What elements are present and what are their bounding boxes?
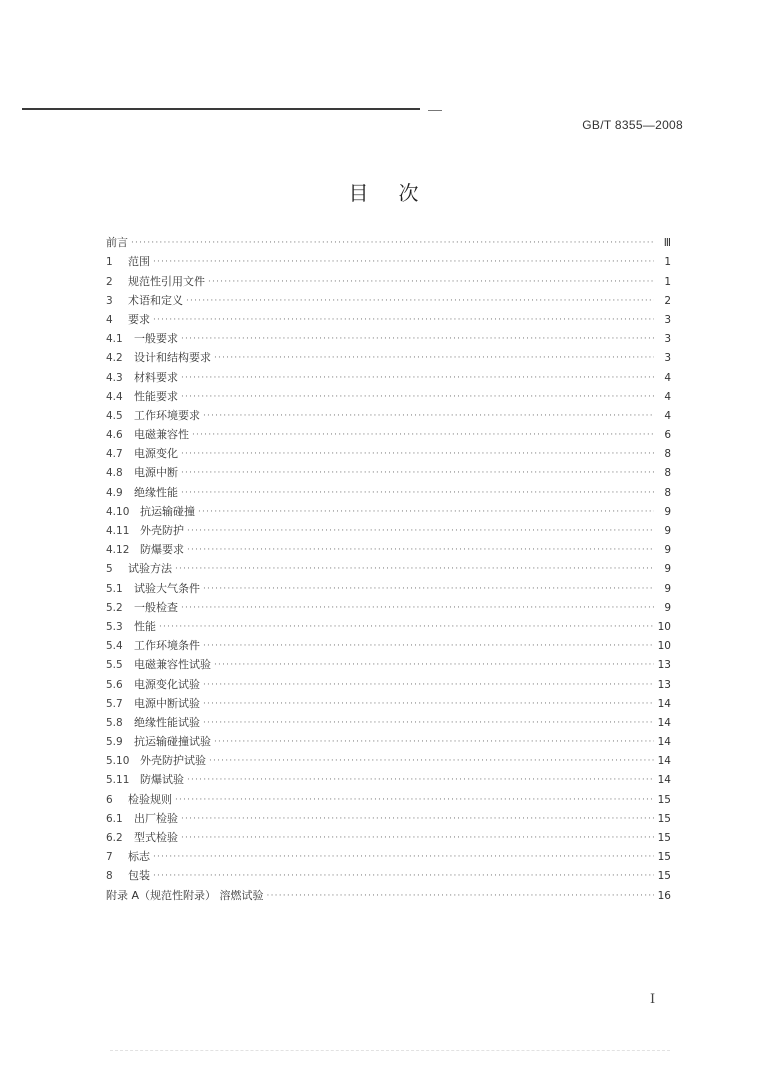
toc-entry-label: 电源中断 bbox=[134, 466, 178, 480]
toc-leader-dots bbox=[187, 524, 654, 538]
toc-entry[interactable] bbox=[106, 231, 671, 250]
toc-leader-dots bbox=[214, 735, 654, 749]
toc-entry[interactable] bbox=[106, 749, 671, 768]
toc-entry-label: 工作环境要求 bbox=[134, 408, 200, 422]
toc-entry-number: 1 bbox=[106, 256, 113, 269]
toc-entry-number: 7 bbox=[106, 851, 113, 864]
toc-entry-page: 15 bbox=[657, 851, 671, 864]
toc-entry[interactable] bbox=[106, 711, 671, 730]
toc-entry-label: 电磁兼容性 bbox=[134, 428, 189, 442]
toc-entry[interactable] bbox=[106, 289, 671, 308]
toc-leader-dots bbox=[203, 582, 654, 596]
toc-leader-dots bbox=[203, 716, 654, 730]
toc-entry-number: 5.7 bbox=[106, 697, 123, 710]
toc-entry-label: 电源变化试验 bbox=[134, 677, 200, 691]
toc-leader-dots bbox=[175, 562, 654, 576]
toc-entry-number: 4.11 bbox=[106, 525, 130, 537]
toc-entry-page: 9 bbox=[664, 563, 671, 576]
toc-entry[interactable] bbox=[106, 864, 671, 883]
toc-leader-dots bbox=[181, 486, 654, 500]
toc-entry-number: 4.8 bbox=[106, 467, 123, 480]
toc-entry[interactable] bbox=[106, 596, 671, 615]
toc-entry-number: 4.4 bbox=[106, 390, 123, 403]
toc-entry-label: 术语和定义 bbox=[128, 293, 183, 307]
toc-entry[interactable] bbox=[106, 327, 671, 346]
page-number: Ⅰ bbox=[650, 992, 656, 1007]
toc-entry-number: 4.5 bbox=[106, 409, 123, 422]
toc-leader-dots bbox=[203, 639, 654, 653]
toc-entry-label: 绝缘性能 bbox=[134, 485, 178, 499]
toc-entry-page: 16 bbox=[657, 889, 671, 902]
toc-entry-label: 性能 bbox=[134, 619, 156, 633]
toc-leader-dots bbox=[209, 754, 654, 768]
toc-entry[interactable] bbox=[106, 615, 671, 634]
toc-entry[interactable] bbox=[106, 385, 671, 404]
table-of-contents bbox=[106, 231, 671, 903]
toc-entry[interactable] bbox=[106, 768, 671, 787]
toc-entry-page: 4 bbox=[664, 390, 671, 403]
toc-entry[interactable] bbox=[106, 787, 671, 806]
toc-entry-number: 4.12 bbox=[106, 544, 130, 557]
toc-entry[interactable] bbox=[106, 461, 671, 480]
toc-entry-number: 6 bbox=[106, 793, 113, 806]
toc-entry-page: 15 bbox=[657, 832, 671, 844]
toc-entry-number: 4.2 bbox=[106, 352, 123, 365]
toc-entry[interactable] bbox=[106, 423, 671, 442]
toc-entry-number: 6.1 bbox=[106, 812, 123, 825]
toc-entry-number: 8 bbox=[106, 870, 113, 883]
toc-entry-number: 5.10 bbox=[106, 755, 130, 768]
toc-entry-number: 4.9 bbox=[106, 486, 123, 499]
toc-entry-number: 2 bbox=[106, 275, 113, 288]
toc-leader-dots bbox=[181, 601, 654, 615]
toc-entry-page: 2 bbox=[664, 294, 671, 307]
toc-leader-dots bbox=[187, 773, 654, 787]
scan-artifact bbox=[110, 1050, 670, 1051]
toc-entry-label: 包装 bbox=[128, 869, 150, 883]
toc-entry[interactable] bbox=[106, 883, 671, 902]
toc-entry[interactable] bbox=[106, 807, 671, 826]
toc-leader-dots bbox=[175, 793, 654, 807]
toc-entry-label: 试验方法 bbox=[128, 562, 172, 576]
toc-entry-label: 规范性引用文件 bbox=[128, 274, 205, 288]
toc-entry-label: 型式检验 bbox=[134, 831, 178, 844]
toc-entry-label: 工作环境条件 bbox=[134, 639, 200, 653]
toc-entry-number: 5.2 bbox=[106, 601, 123, 614]
toc-entry-page: 14 bbox=[657, 755, 671, 768]
toc-entry-number: 5.8 bbox=[106, 716, 123, 729]
toc-entry[interactable] bbox=[106, 404, 671, 423]
toc-entry-number: 6.2 bbox=[106, 832, 123, 844]
toc-entry-label: 外壳防护试验 bbox=[140, 754, 206, 768]
toc-entry-page: 15 bbox=[657, 812, 671, 825]
toc-entry[interactable] bbox=[106, 845, 671, 864]
toc-leader-dots bbox=[153, 313, 654, 327]
toc-entry[interactable] bbox=[106, 576, 671, 595]
toc-entry-page: 3 bbox=[664, 333, 671, 346]
toc-entry-page: 14 bbox=[657, 697, 671, 710]
toc-entry-label: 防爆要求 bbox=[140, 543, 184, 557]
toc-entry-number: 5.5 bbox=[106, 659, 123, 672]
toc-entry-page: 8 bbox=[664, 448, 671, 461]
toc-entry-number: 5.6 bbox=[106, 678, 123, 691]
toc-leader-dots bbox=[181, 466, 654, 480]
toc-entry-label: 试验大气条件 bbox=[134, 581, 200, 595]
toc-entry-label: 外壳防护 bbox=[140, 524, 184, 537]
toc-entry-number: 5.4 bbox=[106, 640, 123, 653]
header-rule bbox=[22, 108, 420, 110]
toc-entry-page: 9 bbox=[664, 601, 671, 614]
toc-leader-dots bbox=[208, 275, 654, 289]
toc-entry-number: 5 bbox=[106, 563, 113, 576]
toc-entry-label: 电源中断试验 bbox=[134, 696, 200, 710]
toc-entry[interactable] bbox=[106, 480, 671, 499]
toc-entry-page: 10 bbox=[657, 620, 671, 633]
toc-leader-dots bbox=[181, 332, 654, 346]
toc-entry-page: 8 bbox=[664, 486, 671, 499]
toc-entry-page: 10 bbox=[657, 640, 671, 653]
toc-entry-number: 4.10 bbox=[106, 505, 130, 518]
toc-entry-number: 4 bbox=[106, 313, 113, 326]
toc-entry[interactable] bbox=[106, 442, 671, 461]
toc-entry-page: 9 bbox=[664, 544, 671, 557]
toc-entry-page: 6 bbox=[664, 429, 671, 442]
toc-entry[interactable] bbox=[106, 826, 671, 845]
standard-code: GB/T 8355—2008 bbox=[582, 118, 683, 132]
toc-entry-page: 15 bbox=[657, 870, 671, 883]
toc-entry-number: 4.3 bbox=[106, 371, 123, 384]
toc-entry-label: 电源变化 bbox=[134, 447, 178, 461]
toc-entry[interactable] bbox=[106, 730, 671, 749]
toc-entry-label: 抗运输碰撞试验 bbox=[134, 735, 211, 749]
toc-entry-page: 3 bbox=[664, 352, 671, 365]
toc-leader-dots bbox=[181, 812, 654, 826]
toc-entry[interactable] bbox=[106, 308, 671, 327]
toc-entry-page: 1 bbox=[664, 256, 671, 269]
toc-leader-dots bbox=[186, 294, 654, 308]
toc-entry-page: 14 bbox=[657, 774, 671, 787]
toc-entry-page: 14 bbox=[657, 736, 671, 749]
toc-entry-label: 性能要求 bbox=[134, 389, 178, 403]
toc-entry[interactable] bbox=[106, 692, 671, 711]
toc-leader-dots bbox=[203, 697, 654, 711]
toc-entry-label: 前言 bbox=[106, 236, 128, 250]
toc-entry-number: 5.1 bbox=[106, 582, 123, 595]
toc-entry-page: 1 bbox=[664, 275, 671, 288]
toc-leader-dots bbox=[198, 505, 654, 519]
toc-entry[interactable] bbox=[106, 250, 671, 269]
toc-entry-label: 一般要求 bbox=[134, 332, 178, 346]
toc-entry-page: 9 bbox=[664, 582, 671, 595]
header-rule-tail bbox=[428, 110, 442, 111]
toc-entry[interactable] bbox=[106, 634, 671, 653]
toc-entry[interactable] bbox=[106, 365, 671, 384]
toc-entry[interactable] bbox=[106, 538, 671, 557]
toc-entry-page: 3 bbox=[664, 313, 671, 326]
toc-entry-number: 5.3 bbox=[106, 620, 123, 633]
toc-entry[interactable] bbox=[106, 653, 671, 672]
toc-leader-dots bbox=[192, 428, 654, 442]
toc-entry-page: 9 bbox=[664, 525, 671, 537]
toc-entry-label: 标志 bbox=[128, 850, 150, 864]
toc-entry-page: 4 bbox=[664, 371, 671, 384]
toc-entry-label: 要求 bbox=[128, 312, 150, 326]
toc-entry-page: 9 bbox=[664, 505, 671, 518]
toc-entry-page: Ⅲ bbox=[663, 237, 671, 250]
toc-entry-label: 一般检查 bbox=[134, 600, 178, 614]
toc-entry-label: 抗运输碰撞 bbox=[140, 504, 195, 518]
toc-entry-number: 4.6 bbox=[106, 429, 123, 442]
toc-leader-dots bbox=[203, 409, 654, 423]
toc-entry[interactable] bbox=[106, 269, 671, 288]
toc-entry-number: 4.7 bbox=[106, 448, 123, 461]
toc-leader-dots bbox=[181, 831, 654, 845]
toc-leader-dots bbox=[153, 850, 654, 864]
toc-leader-dots bbox=[187, 543, 654, 557]
toc-leader-dots bbox=[181, 447, 654, 461]
toc-leader-dots bbox=[267, 889, 654, 903]
toc-leader-dots bbox=[203, 678, 654, 692]
toc-entry-label: 出厂检验 bbox=[134, 811, 178, 825]
page-title: 目次 bbox=[348, 181, 449, 205]
toc-entry-page: 4 bbox=[664, 409, 671, 422]
toc-leader-dots bbox=[214, 658, 654, 672]
toc-entry[interactable] bbox=[106, 519, 671, 538]
toc-entry-label: 电磁兼容性试验 bbox=[134, 658, 211, 672]
toc-leader-dots bbox=[214, 351, 654, 365]
toc-entry[interactable] bbox=[106, 346, 671, 365]
toc-leader-dots bbox=[153, 255, 654, 269]
toc-leader-dots bbox=[181, 390, 654, 404]
toc-entry-page: 15 bbox=[657, 793, 671, 806]
toc-leader-dots bbox=[159, 620, 654, 634]
toc-entry-page: 14 bbox=[657, 716, 671, 729]
toc-entry-page: 13 bbox=[657, 659, 671, 672]
toc-entry-number: 5.9 bbox=[106, 736, 123, 749]
toc-entry-label: 附录 A（规范性附录） 溶燃试验 bbox=[106, 888, 264, 902]
toc-entry-number: 5.11 bbox=[106, 774, 130, 787]
toc-leader-dots bbox=[131, 236, 654, 250]
toc-entry-number: 3 bbox=[106, 294, 113, 307]
toc-entry[interactable] bbox=[106, 557, 671, 576]
toc-entry-page: 8 bbox=[664, 467, 671, 480]
toc-entry[interactable] bbox=[106, 672, 671, 691]
toc-leader-dots bbox=[153, 869, 654, 883]
toc-entry-label: 绝缘性能试验 bbox=[134, 715, 200, 729]
toc-entry-label: 材料要求 bbox=[134, 370, 178, 384]
toc-entry[interactable] bbox=[106, 500, 671, 519]
toc-entry-number: 4.1 bbox=[106, 333, 123, 346]
toc-entry-label: 设计和结构要求 bbox=[134, 351, 211, 365]
toc-entry-label: 防爆试验 bbox=[140, 773, 184, 787]
toc-leader-dots bbox=[181, 371, 654, 385]
toc-entry-label: 范围 bbox=[128, 255, 150, 269]
toc-entry-page: 13 bbox=[657, 678, 671, 691]
toc-entry-label: 检验规则 bbox=[128, 792, 172, 806]
